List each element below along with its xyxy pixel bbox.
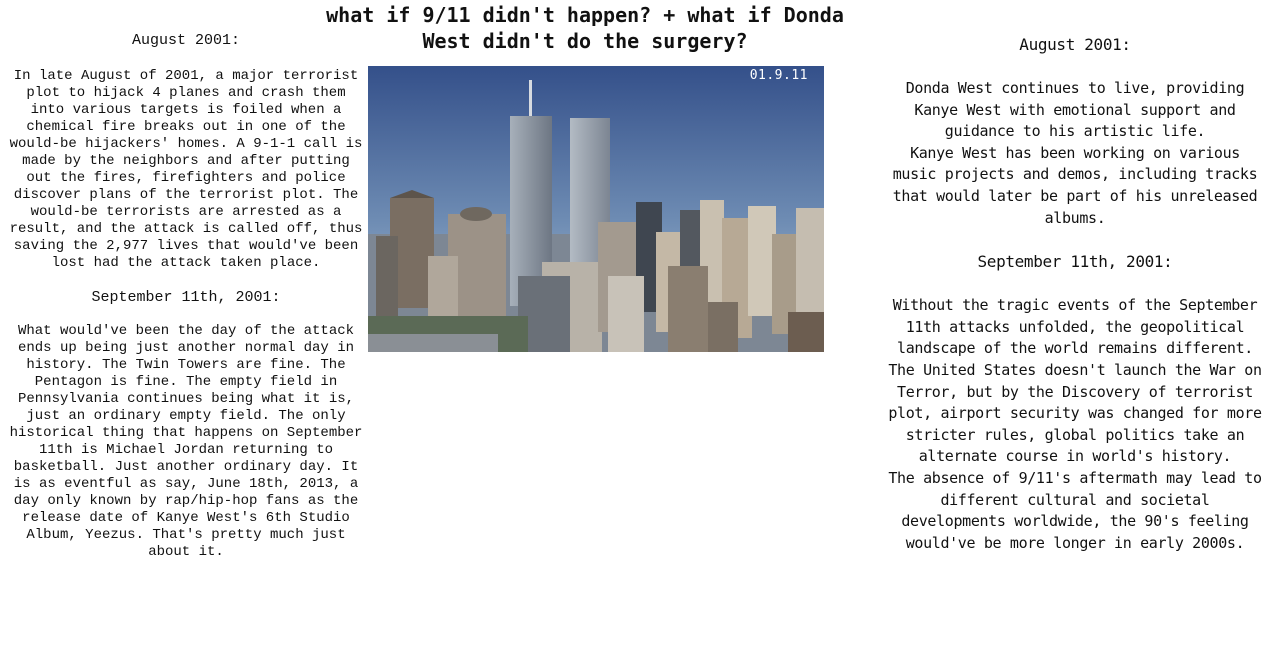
- left-paragraph-august: In late August of 2001, a major terrorist plot to hijack 4 planes and crash them into various targets is foiled when a chemical fire breaks out in one of the would-be hijackers' homes. A 9-1-1 call is made by the neighbors and after putting out the fires, firefighters and police discover plans of the terrorist plot. The would-be terrorists are arrested as a result, and the attack is called off, thus saving the 2,977 lives that would've been lost had the attack taken place.: [9, 68, 363, 271]
- page-title: what if 9/11 didn't happen? + what if Donda West didn't do the surgery?: [326, 3, 844, 53]
- right-paragraph-august-b: Kanye West has been working on various music projects and demos, including tracks that would later be part of his unreleased albums.: [892, 143, 1258, 227]
- right-paragraph-august-a: Donda West continues to live, providing Kanye West with emotional support and guidance to his artistic life.: [905, 79, 1245, 141]
- twin-towers-photo: [368, 66, 824, 352]
- right-paragraph-september-b: The absence of 9/11's aftermath may lead to different cultural and societal developments worldwide, the 90's feeling would've be more longer in early 2000s.: [888, 468, 1262, 552]
- right-heading-september-11: September 11th, 2001:: [977, 252, 1173, 272]
- left-paragraph-september: What would've been the day of the attack ends up being just another normal day in history. The Twin Towers are fine. The Pentagon is fine. The empty field in Pennsylvania continues being what it is, just an ordinary empty field. The only historical thing that happens on September 11th is Michael Jordan returning to basketball. Just another ordinary day. It is as eventful as say, June 18th, 2013, a day only known by rap/hip-hop fans as the release date of Kanye West's 6th Studio Album, Yeezus. That's pretty much just about it.: [9, 323, 363, 560]
- right-paragraph-september-a: Without the tragic events of the September 11th attacks unfolded, the geopolitical landscape of the world remains different. The United States doesn't launch the War on Terror, but by the Discovery of terrorist plot, airport security was changed for more stricter rules, global politics take an alternate course in world's history.: [888, 296, 1262, 466]
- right-heading-august-2001: August 2001:: [1019, 35, 1131, 54]
- photo-date-stamp: 01.9.11: [749, 68, 808, 83]
- left-heading-august-2001: August 2001:: [131, 32, 241, 49]
- right-column: [888, 34, 1262, 554]
- left-column: [8, 32, 364, 561]
- left-heading-september-11: September 11th, 2001:: [91, 289, 281, 306]
- skyline-image: [368, 66, 824, 352]
